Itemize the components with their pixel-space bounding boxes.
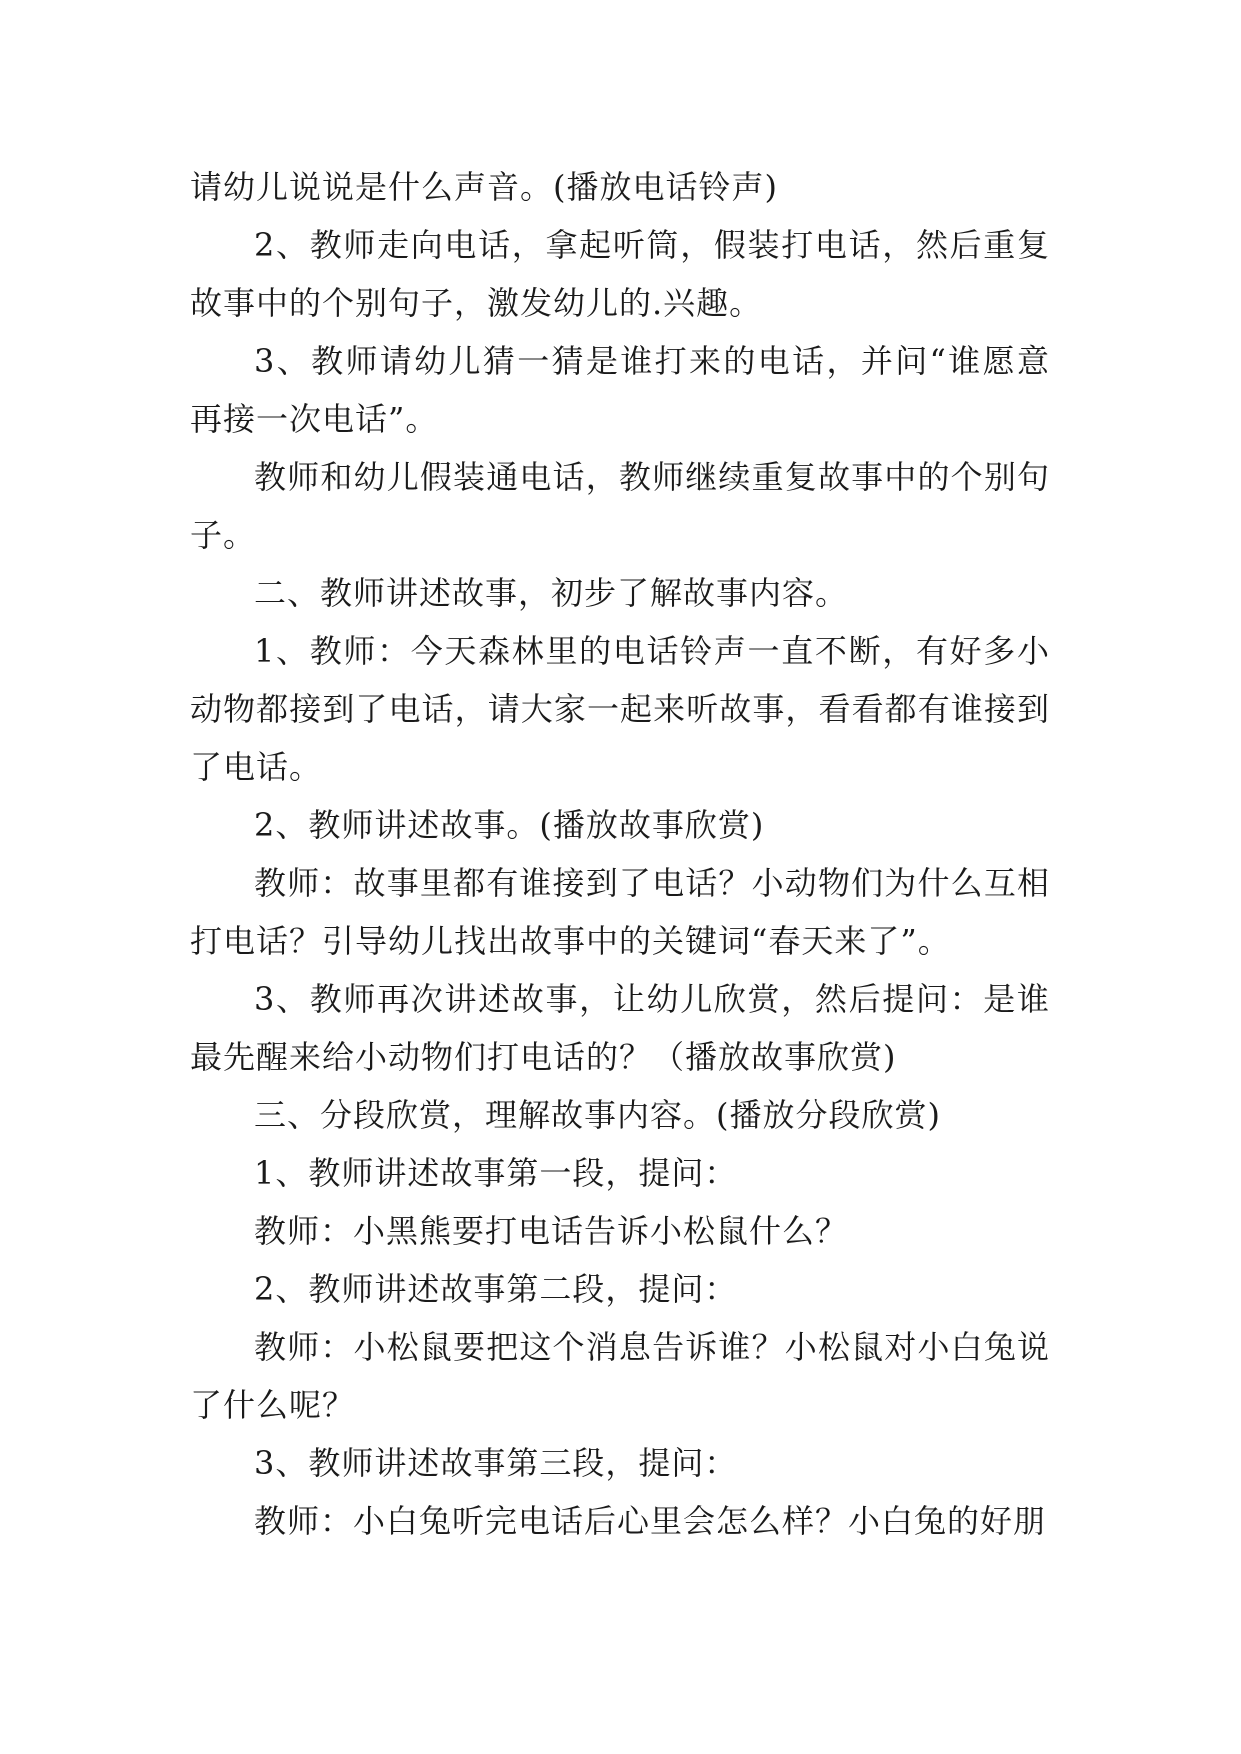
- paragraph-6: 1、教师：今天森林里的电话铃声一直不断，有好多小动物都接到了电话，请大家一起来听故事，看看都有谁接到了电话。: [190, 632, 1050, 786]
- paragraph-4: 教师和幼儿假装通电话，教师继续重复故事中的个别句子。: [190, 458, 1050, 554]
- paragraph-7: 2、教师讲述故事。(播放故事欣赏): [254, 806, 765, 844]
- paragraph-1: 请幼儿说说是什么声音。(播放电话铃声): [190, 168, 778, 206]
- paragraph-15: 3、教师讲述故事第三段，提问：: [254, 1444, 738, 1482]
- paragraph-5: 二、教师讲述故事，初步了解故事内容。: [254, 574, 849, 612]
- paragraph-14: 教师：小松鼠要把这个消息告诉谁？小松鼠对小白兔说了什么呢？: [190, 1328, 1050, 1424]
- paragraph-9: 3、教师再次讲述故事，让幼儿欣赏，然后提问：是谁最先醒来给小动物们打电话的？（播放故事欣赏): [190, 980, 1050, 1076]
- paragraph-2: 2、教师走向电话，拿起听筒，假装打电话，然后重复故事中的个别句子，激发幼儿的.兴趣。: [190, 226, 1050, 322]
- paragraph-11: 1、教师讲述故事第一段，提问：: [254, 1154, 738, 1192]
- paragraph-16: 教师：小白兔听完电话后心里会怎么样？小白兔的好朋: [254, 1502, 1047, 1540]
- paragraph-13: 2、教师讲述故事第二段，提问：: [254, 1270, 738, 1308]
- paragraph-10: 三、分段欣赏，理解故事内容。(播放分段欣赏): [254, 1096, 941, 1134]
- document-body: [190, 158, 1050, 1550]
- paragraph-3: 3、教师请幼儿猜一猜是谁打来的电话，并问“谁愿意再接一次电话”。: [190, 342, 1050, 438]
- paragraph-12: 教师：小黑熊要打电话告诉小松鼠什么？: [254, 1212, 849, 1250]
- paragraph-8: 教师：故事里都有谁接到了电话？小动物们为什么互相打电话？引导幼儿找出故事中的关键词“春天来了”。: [190, 864, 1050, 960]
